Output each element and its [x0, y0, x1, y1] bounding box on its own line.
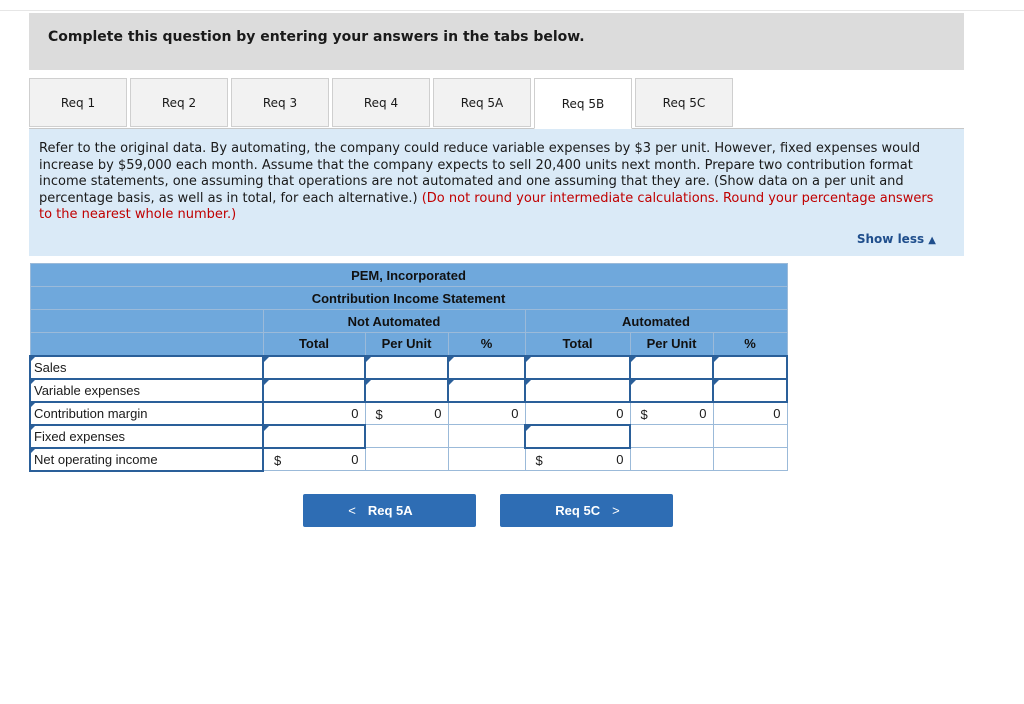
variable-total-not-automated-input[interactable]	[263, 379, 365, 402]
cm-percent-not-automated: 0	[448, 402, 525, 425]
income-statement-table	[29, 263, 788, 472]
tab-req-1[interactable]: Req 1	[29, 78, 127, 127]
noi-per-unit-not-automated	[365, 448, 448, 471]
tab-req-4[interactable]: Req 4	[332, 78, 430, 127]
instructions-panel	[29, 129, 964, 256]
fixed-total-automated-input[interactable]	[525, 425, 630, 448]
col-per-unit-not-automated: Per Unit	[365, 333, 448, 356]
col-total-not-automated: Total	[263, 333, 365, 356]
header-blank	[30, 333, 263, 356]
variable-percent-not-automated-input[interactable]	[448, 379, 525, 402]
dollar-sign: $	[274, 452, 282, 468]
variable-per-unit-not-automated-input[interactable]	[365, 379, 448, 402]
noi-percent-not-automated	[448, 448, 525, 471]
prev-req-label: Req 5A	[367, 503, 413, 518]
prev-req-button[interactable]	[303, 494, 476, 527]
tab-bar	[29, 78, 964, 129]
dollar-sign: $	[375, 406, 383, 422]
cm-total-not-automated: 0	[263, 402, 365, 425]
row-label-fixed-expenses: Fixed expenses	[30, 425, 263, 448]
sales-total-not-automated-input[interactable]	[263, 356, 365, 379]
noi-per-unit-automated	[630, 448, 713, 471]
variable-per-unit-automated-input[interactable]	[630, 379, 713, 402]
dollar-sign: $	[535, 452, 543, 468]
sales-total-automated-input[interactable]	[525, 356, 630, 379]
sales-percent-automated-input[interactable]	[713, 356, 787, 379]
row-label-net-operating-income: Net operating income	[30, 448, 263, 471]
next-req-label: Req 5C	[555, 503, 601, 518]
variable-total-automated-input[interactable]	[525, 379, 630, 402]
group-not-automated: Not Automated	[263, 310, 525, 333]
col-percent-automated: %	[713, 333, 787, 356]
fixed-total-not-automated-input[interactable]	[263, 425, 365, 448]
variable-percent-automated-input[interactable]	[713, 379, 787, 402]
header-title: Complete this question by entering your answers in the tabs below.	[48, 29, 585, 45]
noi-percent-automated	[713, 448, 787, 471]
row-label-variable-expenses: Variable expenses	[30, 379, 263, 402]
instructions-main: Refer to the original data. By automating, the company could reduce variable expenses by $3 per unit. However, fixed expenses would increase by $59,000 each month. Assume that the company expects to sell 20,400 units next month. Prepare two contribution format income statements, one assuming that operations are not automated and one assuming that they are. (Show data on a per unit and percentage basis, as well as in total, for each alternative.)	[39, 141, 921, 206]
tab-req-5c[interactable]: Req 5C	[635, 78, 733, 127]
col-total-automated: Total	[525, 333, 630, 356]
next-req-button[interactable]	[500, 494, 673, 527]
cm-total-automated: 0	[525, 402, 630, 425]
sales-percent-not-automated-input[interactable]	[448, 356, 525, 379]
chevron-right-icon: >	[612, 503, 620, 518]
tab-req-5b[interactable]: Req 5B	[534, 78, 632, 129]
sales-per-unit-not-automated-input[interactable]	[365, 356, 448, 379]
show-less-link[interactable]	[857, 232, 936, 246]
row-label-contribution-margin: Contribution margin	[30, 402, 263, 425]
cm-per-unit-not-automated: $ 0	[365, 402, 448, 425]
instructions-rounding-note: (Do not round your intermediate calculations. Round your percentage answers to the nearest whole number.)	[39, 190, 934, 222]
triangle-up-icon: ▲	[928, 235, 936, 246]
dollar-sign: $	[640, 406, 648, 422]
fixed-per-unit-automated	[630, 425, 713, 448]
instructions-text	[39, 141, 944, 224]
sales-per-unit-automated-input[interactable]	[630, 356, 713, 379]
group-automated: Automated	[525, 310, 787, 333]
noi-total-automated: $ 0	[525, 448, 630, 471]
header-blank	[30, 310, 263, 333]
row-label-sales: Sales	[30, 356, 263, 379]
chevron-left-icon: <	[348, 503, 356, 518]
cm-percent-automated: 0	[713, 402, 787, 425]
show-less-label: Show less	[856, 232, 925, 246]
col-percent-not-automated: %	[448, 333, 525, 356]
tab-req-5a[interactable]: Req 5A	[433, 78, 531, 127]
col-per-unit-automated: Per Unit	[630, 333, 713, 356]
statement-title: Contribution Income Statement	[30, 287, 787, 310]
top-divider	[0, 10, 1024, 11]
noi-total-not-automated: $ 0	[263, 448, 365, 471]
tab-req-3[interactable]: Req 3	[231, 78, 329, 127]
fixed-percent-automated	[713, 425, 787, 448]
fixed-percent-not-automated	[448, 425, 525, 448]
question-header	[29, 13, 964, 70]
fixed-per-unit-not-automated	[365, 425, 448, 448]
tab-req-2[interactable]: Req 2	[130, 78, 228, 127]
company-name: PEM, Incorporated	[30, 264, 787, 287]
cm-per-unit-automated: $ 0	[630, 402, 713, 425]
